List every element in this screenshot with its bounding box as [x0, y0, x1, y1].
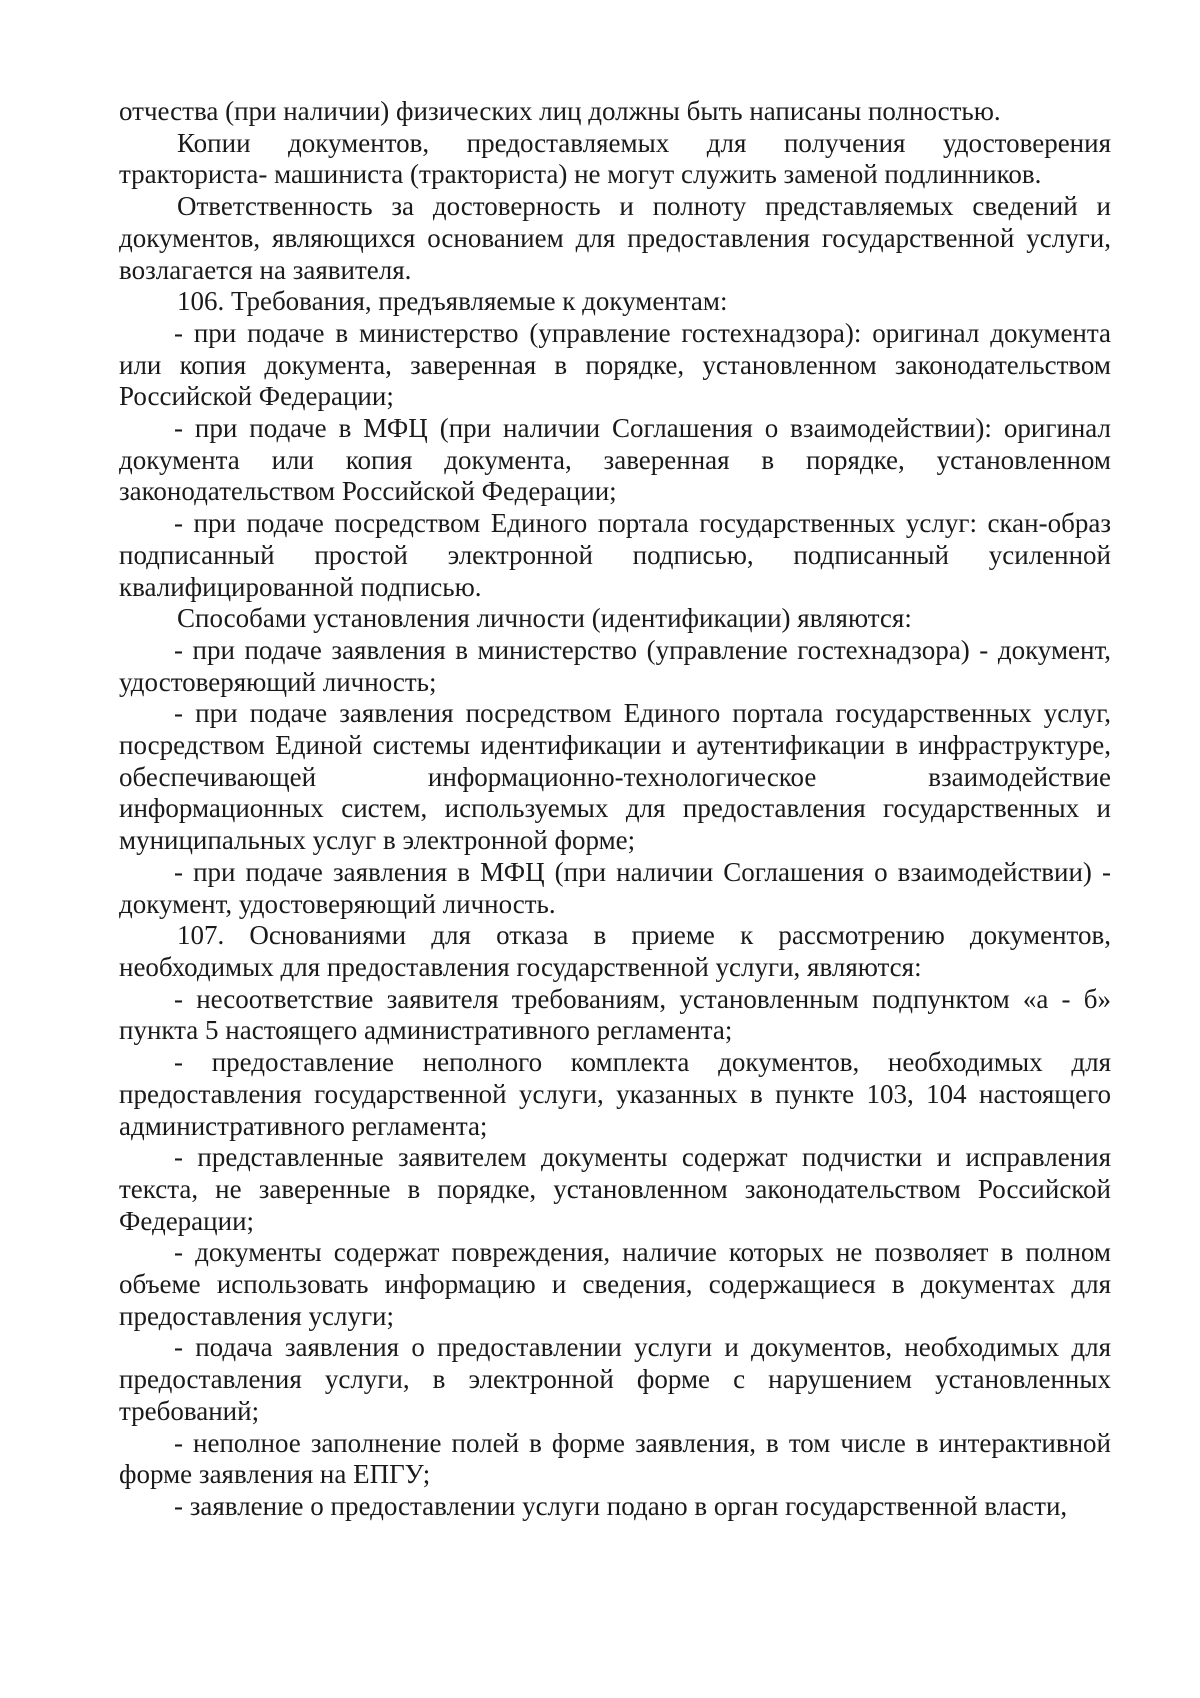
list-item: - предоставление неполного комплекта документов, необходимых для предоставления государственной услуги, указанных в пункте 103, 104 настоящего административного регламента;: [119, 1047, 1111, 1141]
paragraph-106-heading: 106. Требования, предъявляемые к документам:: [177, 286, 728, 317]
list-item: - неполное заполнение полей в форме заявления, в том числе в интерактивной форме заявления на ЕПГУ;: [119, 1427, 1111, 1490]
list-item: - несоответствие заявителя требованиям, установленным подпунктом «а - б» пункта 5 настоящего административного регламента;: [119, 983, 1111, 1046]
paragraph-107-heading: 107. Основаниями для отказа в приеме к рассмотрению документов, необходимых для предоставления государственной услуги, являются:: [119, 920, 1111, 982]
list-item: - при подаче заявления в министерство (управление гостехнадзора) - документ, удостоверяющий личность;: [119, 634, 1111, 697]
list-item: - при подаче заявления в МФЦ (при наличии Соглашения о взаимодействии) - документ, удостоверяющий личность.: [119, 856, 1111, 919]
list-item: - представленные заявителем документы содержат подчистки и исправления текста, не заверенные в порядке, установленном законодательством Российской Федерации;: [119, 1142, 1111, 1236]
list-item: - при подаче в министерство (управление гостехнадзора): оригинал документа или копия документа, заверенная в порядке, установленном законодательством Российской Федерации;: [119, 317, 1111, 412]
paragraph-copies: Копии документов, предоставляемых для получения удостоверения тракториста- машиниста (тракториста) не могут служить заменой подлинников.: [119, 127, 1111, 190]
list-item: - документы содержат повреждения, наличие которых не позволяет в полном объеме использовать информацию и сведения, содержащиеся в документах для предоставления услуги;: [119, 1237, 1111, 1331]
paragraph-identification-heading: Способами установления личности (идентификации) являются:: [177, 603, 912, 634]
list-item: - при подаче посредством Единого портала государственных услуг: скан-образ подписанный простой электронной подписью, подписанный усиленной квалифицированной подписью.: [119, 508, 1111, 602]
list-item: - заявление о предоставлении услуги подано в орган государственной власти,: [174, 1490, 1068, 1521]
list-item: - при подаче в МФЦ (при наличии Соглашения о взаимодействии): оригинал документа или копия документа, заверенная в порядке, установленном законодательством Российской Федерации;: [119, 413, 1111, 507]
paragraph-continuation: отчества (при наличии) физических лиц должны быть написаны полностью.: [119, 96, 1001, 126]
list-item: - при подаче заявления посредством Единого портала государственных услуг, посредством Единой системы идентификации и аутентификации в инфраструктуре, обеспечивающей информационно-технологическое взаимодействие информационных систем, используемых для предоставления государственных и муниципальных услуг в электронной форме;: [119, 698, 1111, 856]
paragraph-responsibility: Ответственность за достоверность и полноту представляемых сведений и документов, являющихся основанием для предоставления государственной услуги, возлагается на заявителя.: [119, 191, 1111, 285]
document-body: [119, 96, 1111, 1523]
list-item: - подача заявления о предоставлении услуги и документов, необходимых для предоставления услуги, в электронной форме с нарушением установленных требований;: [119, 1332, 1111, 1426]
